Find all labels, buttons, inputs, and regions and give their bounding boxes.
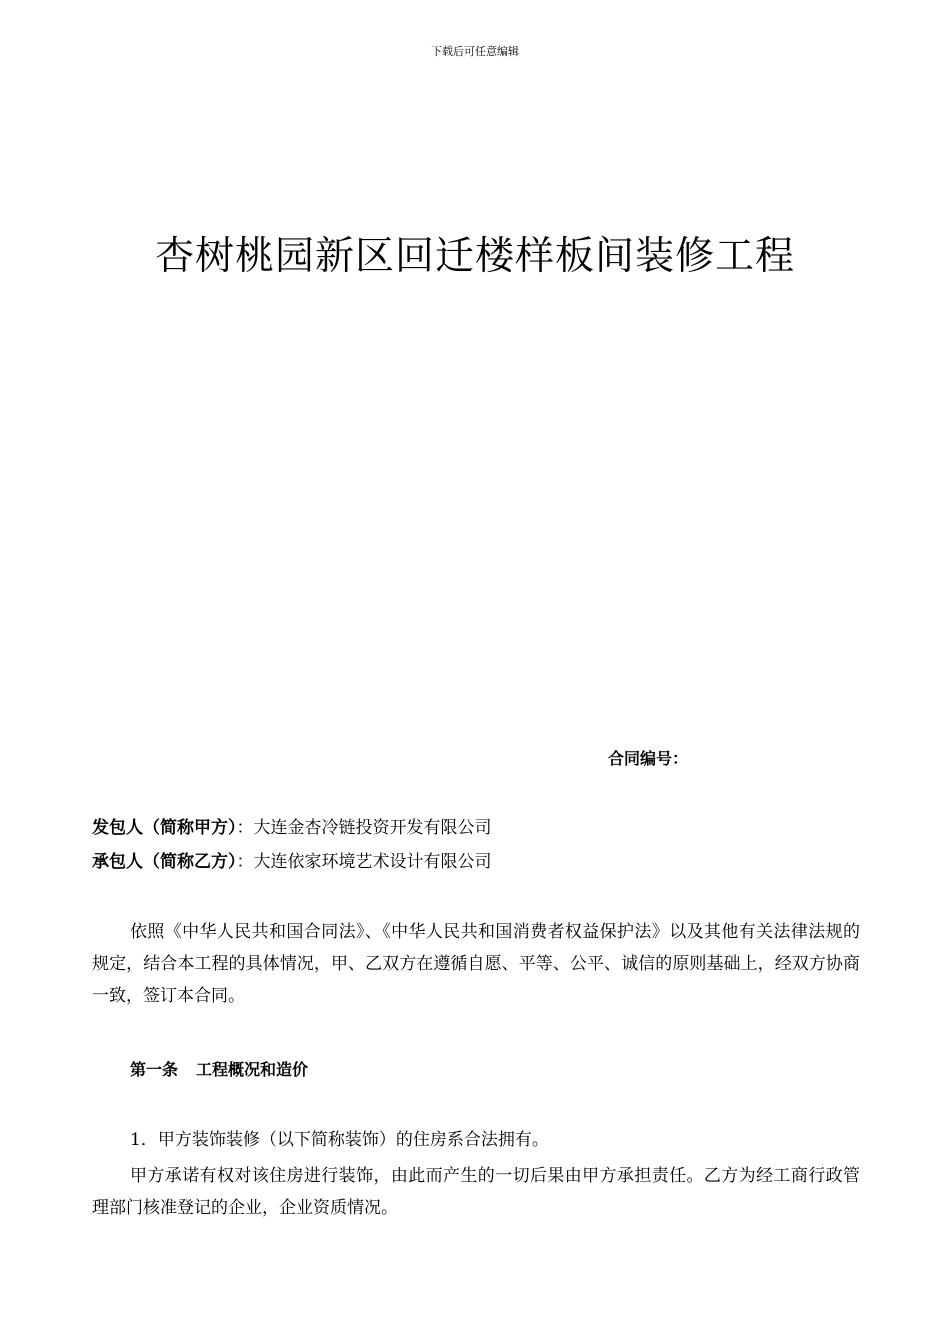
party-b-separator: ：: [236, 852, 254, 872]
party-a-line: [92, 816, 492, 840]
document-title: 杏树桃园新区回迁楼样板间装修工程: [154, 234, 795, 279]
article-1-heading: [130, 1058, 308, 1082]
party-a-separator: ：: [236, 818, 254, 838]
party-b-line: [92, 850, 492, 874]
article-1-number: 第一条: [130, 1060, 179, 1079]
intro-paragraph: 依照《中华人民共和国合同法》、《中华人民共和国消费者权益保护法》以及其他有关法律法规的规定，结合本工程的具体情况，甲、乙双方在遵循自愿、平等、公平、诚信的原则基础上，经双方协商一致，签订本合同。: [92, 922, 860, 1006]
party-b-name: 大连依家环境艺术设计有限公司: [253, 852, 492, 872]
contract-number-label: 合同编号：: [608, 749, 689, 768]
party-a-role: 发包人（简称甲方）: [92, 818, 237, 838]
article-1-title: 工程概况和造价: [196, 1060, 309, 1079]
party-a-name: 大连金杏冷链投资开发有限公司: [253, 818, 492, 838]
party-b-role: 承包人（简称乙方）: [92, 852, 237, 872]
item-1-continued-paragraph: 甲方承诺有权对该住房进行装饰，由此而产生的一切后果由甲方承担责任。乙方为经工商行政管理部门核准登记的企业，企业资质情况。: [92, 1166, 860, 1218]
item-1-paragraph: 1．甲方装饰装修（以下简称装饰）的住房系合法拥有。: [130, 1130, 549, 1150]
header-note: 下载后可任意编辑: [431, 45, 519, 58]
